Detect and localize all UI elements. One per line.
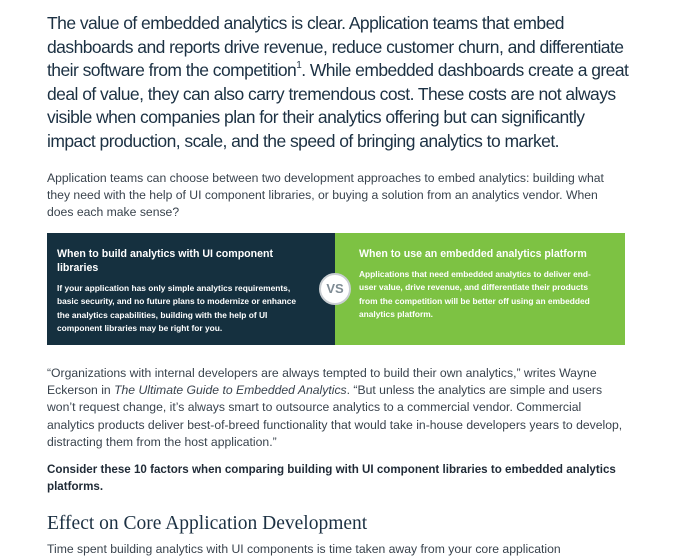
quote-body: . “But unless the analytics are simple and users won’t request change, it’s always smart to outsource analytics to a commercial vendor. Commercial analytics products deliver best-of-breed functionality that would take in-house developers years to develop, distracting them from the host application.” [47, 383, 623, 449]
comparison-panel [47, 233, 625, 345]
platform-option-title: When to use an embedded analytics platform [359, 248, 587, 260]
build-option-title: When to build analytics with UI component libraries [57, 248, 273, 274]
approaches-paragraph: Application teams can choose between two development approaches to embed analytics: building what they need with the help of UI component libraries, or buying a solution from an analytics vendor. When does each make sense? [47, 171, 604, 220]
factors-note: Consider these 10 factors when comparing building with UI component libraries to embedded analytics platforms. [47, 463, 616, 493]
quote-intro: “Organizations with internal developers are always tempted to build their own analytics,” writes Wayne Eckerson in [47, 366, 597, 398]
footnote-reference[interactable]: 1 [296, 60, 302, 72]
intro-text-end: . While embedded dashboards create a great deal of value, they can also carry tremendous cost. These costs are not always visible when companies plan for their analytics offering but can significantly impact production, scale, and the speed of bringing analytics to market. [47, 60, 629, 151]
section-heading: Effect on Core Application Development [47, 513, 368, 534]
build-option-box [47, 233, 335, 345]
book-title: The Ultimate Guide to Embedded Analytics [114, 383, 347, 398]
section-body: Time spent building analytics with UI components is time taken away from your core application [47, 542, 561, 556]
intro-paragraph [47, 12, 637, 154]
build-option-body: If your application has only simple analytics requirements, basic security, and no future plans to modernize or enhance the analytics capabilities, building with the help of UI component libraries may be right for you. [57, 283, 297, 334]
platform-option-body: Applications that need embedded analytics to deliver end-user value, drive revenue, and differentiate their products from the competition will be better off using an embedded analytics platform. [359, 269, 591, 320]
intro-text-start: The value of embedded analytics is clear. Application teams that embed dashboards and reports drive revenue, reduce customer churn, and differentiate their software from the competition [47, 13, 624, 81]
eckerson-quote [47, 365, 623, 451]
platform-option-box [335, 233, 625, 345]
versus-badge: VS [319, 273, 351, 305]
